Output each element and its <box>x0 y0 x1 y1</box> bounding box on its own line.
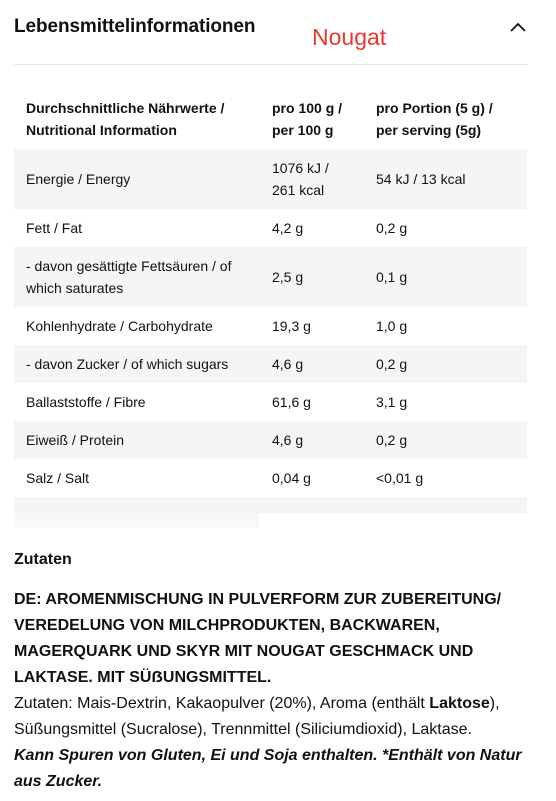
table-row <box>14 383 527 421</box>
value-per-serving: 0,1 g <box>364 247 527 307</box>
table-row <box>14 307 527 345</box>
nutrition-table <box>14 89 527 497</box>
column-header-per-serving: pro Portion (5 g) / per serving (5g) <box>376 100 493 138</box>
ingredients-heading: DE: AROMENMISCHUNG IN PULVERFORM ZUR ZUBEREITUNG/ VEREDELUNG VON MILCHPRODUKTEN, BACKWAREN, MAGERQUARK UND SKYR MIT NOUGAT GESCHMACK UND LAKTASE. MIT SÜẞUNGSMITTEL. <box>14 591 502 686</box>
table-row <box>14 209 527 247</box>
value-per-serving: 0,2 g <box>364 421 527 459</box>
accordion-title: Lebensmittelinformationen <box>14 16 256 37</box>
value-per-serving: 0,2 g <box>376 220 408 236</box>
value-per-100g: 19,3 g <box>272 318 311 334</box>
table-empty-row <box>14 497 527 513</box>
value-per-serving: <0,01 g <box>376 470 424 486</box>
table-row <box>14 459 527 497</box>
value-per-serving: 1,0 g <box>376 318 408 334</box>
ingredients-text <box>14 587 534 795</box>
table-empty-row <box>14 513 259 528</box>
value-per-100g: 2,5 g <box>260 247 364 307</box>
nutrient-name: - davon gesättigte Fettsäuren / of which saturates <box>14 247 260 307</box>
nutrient-name: Fett / Fat <box>26 220 83 236</box>
ingredients-title: Zutaten <box>14 551 72 568</box>
accordion-header[interactable] <box>14 0 527 65</box>
value-per-serving: 3,1 g <box>376 394 408 410</box>
value-per-100g: 61,6 g <box>272 394 311 410</box>
value-per-100g: 4,2 g <box>272 220 304 236</box>
allergen-highlight: Laktose <box>429 695 490 712</box>
value-per-serving: 54 kJ / 13 kcal <box>364 149 527 209</box>
value-per-100g: 4,6 g <box>260 421 364 459</box>
value-per-100g: 4,6 g <box>260 345 364 383</box>
nutrient-name: Energie / Energy <box>14 149 260 209</box>
table-row <box>14 247 527 307</box>
value-per-100g: 1076 kJ / 261 kcal <box>260 149 364 209</box>
value-per-serving: 0,2 g <box>364 345 527 383</box>
ingredients-list-rest: ), Süßungsmittel (Sucralose), Trennmittel (Siliciumdioxid), Laktase. <box>14 695 500 738</box>
nutrient-name: Kohlenhydrate / Carbohydrate <box>26 318 213 334</box>
column-header-per-100g: pro 100 g / per 100 g <box>272 100 343 138</box>
nutrient-name: Salz / Salt <box>26 470 90 486</box>
table-row <box>14 345 527 383</box>
allergen-warning: Kann Spuren von Gluten, Ei und Soja enthalten. *Enthält von Natur aus Zucker. <box>14 747 522 790</box>
ingredients-list: Zutaten: Mais-Dextrin, Kakaopulver (20%), Aroma (enthält <box>14 695 430 712</box>
table-row <box>14 149 527 209</box>
nutrient-name: Eiweiß / Protein <box>14 421 260 459</box>
flavor-label: Nougat <box>312 24 387 50</box>
column-header-nutrient: Durchschnittliche Nährwerte / Nutritional Information <box>26 100 225 138</box>
table-header-row <box>14 89 527 149</box>
nutrient-name: - davon Zucker / of which sugars <box>14 345 260 383</box>
value-per-100g: 0,04 g <box>272 470 311 486</box>
nutrient-name: Ballaststoffe / Fibre <box>26 394 146 410</box>
table-row <box>14 421 527 459</box>
chevron-up-icon[interactable] <box>509 20 527 34</box>
